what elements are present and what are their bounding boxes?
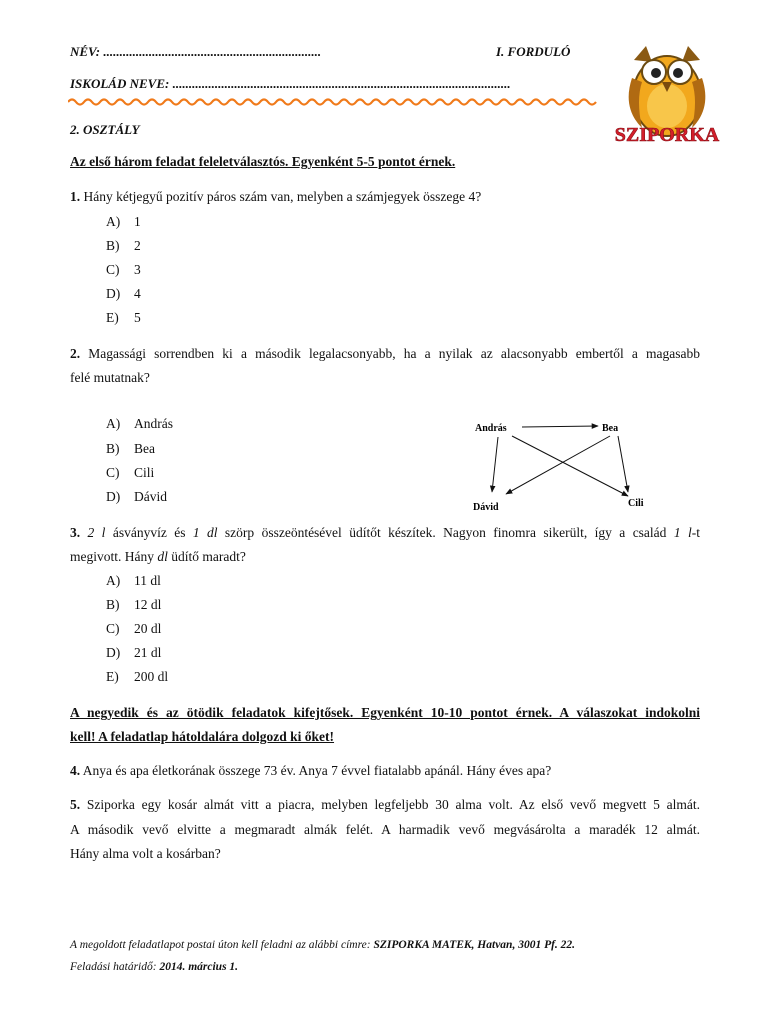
q2-option-a-label: A) — [106, 416, 121, 431]
round-label: I. FORDULÓ — [496, 44, 571, 59]
name-label: NÉV: — [70, 44, 101, 59]
logo-text: SZIPORKA — [614, 124, 720, 146]
arrow-bea-cili — [618, 436, 628, 492]
q3-option-d — [106, 645, 161, 661]
q2-line2: felé mutatnak? — [70, 370, 150, 385]
q3-unit-dl: dl — [157, 549, 168, 564]
q3-option-a-label: A) — [106, 573, 121, 588]
q3-line1 — [70, 521, 700, 545]
q2-option-d-value: Dávid — [134, 489, 167, 504]
q1-option-a — [106, 214, 141, 230]
school-label: ISKOLÁD NEVE: — [70, 76, 170, 91]
q3-option-b-label: B) — [106, 597, 120, 612]
footer-deadline-date: 2014. március 1. — [159, 961, 239, 973]
q1-option-a-label: A) — [106, 214, 121, 229]
wavy-divider — [68, 96, 602, 108]
q1-option-e-label: E) — [106, 310, 119, 325]
footer-address-bold: SZIPORKA MATEK, Hatvan, 3001 Pf. 22. — [373, 939, 576, 951]
q2-option-c-label: C) — [106, 465, 120, 480]
footer-deadline — [70, 961, 238, 973]
q3-option-e-label: E) — [106, 669, 119, 684]
q2-option-d — [106, 489, 167, 505]
arrow-andras-david — [492, 437, 498, 492]
q1-number: 1. — [70, 189, 81, 204]
q3-text-e: üdítő maradt? — [167, 549, 246, 564]
arrow-andras-cili — [512, 436, 628, 496]
q2-option-b — [106, 441, 155, 457]
q3-text-b: szörp összeöntésével üdítőt készítek. Nagyon finomra sikerült, így a család — [217, 525, 674, 540]
school-dots: ........................................................................................................ — [172, 76, 511, 91]
q3-option-c-label: C) — [106, 621, 120, 636]
q4-text — [70, 759, 551, 783]
q5-line2: A második vevő elvitte a megmaradt almák felét. A harmadik vevő megvásárolta a maradék 12 almát. — [70, 822, 700, 837]
name-dots: ................................................................... — [103, 44, 322, 59]
q3-option-d-label: D) — [106, 645, 121, 660]
arrow-bea-david — [506, 436, 610, 494]
q3-text-c: -t — [691, 525, 700, 540]
q3-option-c-value: 20 dl — [134, 621, 162, 636]
q2-option-c-value: Cili — [134, 465, 155, 480]
q3-amount-drunk: 1 l — [673, 525, 692, 540]
q4-number: 4. — [70, 763, 81, 778]
q3-number: 3. — [70, 525, 81, 540]
q2-number: 2. — [70, 346, 81, 361]
q3-option-b-value: 12 dl — [134, 597, 162, 612]
q3-option-a — [106, 573, 161, 589]
q1-option-a-value: 1 — [134, 214, 141, 229]
q3-option-d-value: 21 dl — [134, 645, 162, 660]
q1-question: Hány kétjegyű pozitív páros szám van, melyben a számjegyek összege 4? — [83, 189, 482, 204]
q1-text — [70, 185, 481, 209]
q3-line2 — [70, 545, 246, 569]
q1-option-e — [106, 310, 141, 326]
intro-mc: Az első három feladat feleletválasztós. Egyenként 5-5 pontot érnek. — [70, 154, 456, 169]
q3-amount-water: 2 l — [87, 525, 106, 540]
q2-question-line1: Magassági sorrendben ki a második legalacsonyabb, ha a nyilak az alacsonyabb embertől a magasabb — [88, 346, 700, 361]
q4-question: Anya és apa életkorának összege 73 év. Anya 7 évvel fiatalabb apánál. Hány éves apa? — [82, 763, 552, 778]
q5-question-line1: Sziporka egy kosár almát vitt a piacra, melyben legfeljebb 30 alma volt. Az első vevő megvett 5 almát. — [86, 797, 701, 812]
q3-option-c — [106, 621, 161, 637]
node-david: Dávid — [473, 502, 499, 513]
node-bea: Bea — [602, 423, 619, 434]
q1-option-d — [106, 286, 141, 302]
q1-option-b-value: 2 — [134, 238, 141, 253]
school-line — [70, 76, 511, 92]
q1-option-c-label: C) — [106, 262, 120, 277]
q1-option-c — [106, 262, 141, 278]
footer-deadline-text: Feladási határidő: — [70, 961, 160, 973]
height-diagram — [470, 416, 660, 514]
q2-option-d-label: D) — [106, 489, 121, 504]
intro-essay-line1: A negyedik és az ötödik feladatok kifejtősek. Egyenként 10-10 pontot érnek. A válaszokat indokolni — [70, 705, 700, 720]
node-cili: Cili — [628, 498, 644, 509]
q2-option-a — [106, 416, 173, 432]
q1-option-d-value: 4 — [134, 286, 141, 301]
q1-option-e-value: 5 — [134, 310, 141, 325]
q3-text-d: megivott. Hány — [70, 549, 158, 564]
q3-amount-syrup: 1 dl — [192, 525, 218, 540]
q5-line1 — [70, 793, 700, 817]
q3-option-b — [106, 597, 161, 613]
q2-option-b-label: B) — [106, 441, 120, 456]
q2-option-c — [106, 465, 154, 481]
q1-option-b — [106, 238, 141, 254]
name-line — [70, 44, 321, 60]
footer-address-text: A megoldott feladatlapot postai úton kell feladni az alábbi címre: — [70, 939, 374, 951]
node-andras: András — [475, 423, 507, 434]
q3-text-a: ásványvíz és — [105, 525, 193, 540]
q3-option-e-value: 200 dl — [134, 669, 169, 684]
q3-option-e — [106, 669, 168, 685]
q1-option-b-label: B) — [106, 238, 120, 253]
q3-option-a-value: 11 dl — [134, 573, 161, 588]
q2-line1 — [70, 342, 700, 366]
grade-label: 2. OSZTÁLY — [70, 122, 140, 137]
arrow-andras-bea — [522, 426, 598, 427]
q1-option-d-label: D) — [106, 286, 121, 301]
q5-line3: Hány alma volt a kosárban? — [70, 846, 221, 861]
q2-option-a-value: András — [134, 416, 173, 431]
q2-option-b-value: Bea — [134, 441, 155, 456]
q5-number: 5. — [70, 797, 81, 812]
intro-essay-line2: kell! A feladatlap hátoldalára dolgozd ki őket! — [70, 729, 335, 744]
owl-logo — [612, 38, 722, 150]
footer-address — [70, 939, 575, 951]
q1-option-c-value: 3 — [134, 262, 141, 277]
